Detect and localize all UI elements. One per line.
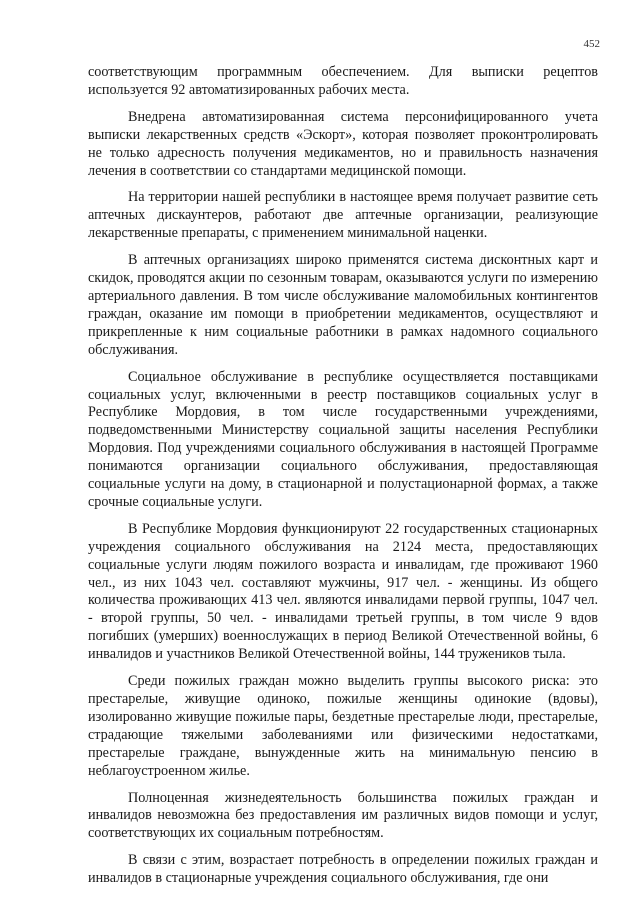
paragraph-7: Среди пожилых граждан можно выделить группы высокого риска: это престарелые, живущие одиноко, пожилые женщины одинокие (вдовы), изолированно живущие пожилые пары, бездетные престарелые люди, престарелые, страдающие тяжелыми заболеваниями или физическими недостатками, престарелые граждане, вынужденные жить на минимальную пенсию в неблагоустроенном жилье. <box>88 673 598 779</box>
paragraph-3: На территории нашей республики в настоящее время получает развитие сеть аптечных дискаунтеров, работают две аптечные организации, реализующие лекарственные препараты, с применением минимальной наценки. <box>88 189 598 242</box>
document-body <box>88 64 598 897</box>
paragraph-9: В связи с этим, возрастает потребность в определении пожилых граждан и инвалидов в стационарные учреждения социального обслуживания, где они <box>88 852 598 887</box>
paragraph-5: Социальное обслуживание в республике осуществляется поставщиками социальных услуг, включенными в реестр поставщиков социальных услуг в Республике Мордовия, в том числе государственными учреждениями, подведомственными Министерству социальной защиты населения Республики Мордовия. Под учреждениями социального обслуживания в настоящей Программе понимаются организации социального обслуживания, предоставляющая социальные услуги на дому, в стационарной и полустационарной формах, а также срочные социальные услуги. <box>88 368 598 510</box>
paragraph-4: В аптечных организациях широко применятся система дисконтных карт и скидок, проводятся акции по сезонным товарам, оказываются услуги по измерению артериального давления. В том числе обслуживание маломобильных контингентов граждан, оказание им помощи в приобретении медикаментов, осуществляют и прикрепленные к ним социальные работники в рамках надомного социального обслуживания. <box>88 252 598 358</box>
paragraph-8: Полноценная жизнедеятельность большинства пожилых граждан и инвалидов невозможна без предоставления им различных видов помощи и услуг, соответствующих их социальным потребностям. <box>88 789 598 842</box>
paragraph-2: Внедрена автоматизированная система персонифицированного учета выписки лекарственных средств «Эскорт», которая позволяет проконтролировать не только адресность получения медикаментов, но и правильность назначения лечения в соответствии со стандартами медицинской помощи. <box>88 108 598 179</box>
paragraph-1: соответствующим программным обеспечением. Для выписки рецептов используется 92 автоматизированных рабочих места. <box>88 64 598 98</box>
paragraph-6: В Республике Мордовия функционируют 22 государственных стационарных учреждения социального обслуживания на 2124 места, предоставляющих социальные услуги людям пожилого возраста и инвалидам, где проживают 1960 чел., из них 1043 чел. составляют мужчины, 917 чел. - женщины. Из общего количества проживающих 413 чел. являются инвалидами первой группы, 1047 чел. - второй группы, 50 чел. - инвалидами третьей группы, в том числе 9 вдов погибших (умерших) военнослужащих в период Великой Отечественной войны, 6 инвалидов и участников Великой Отечественной войны, 144 тружеников тыла. <box>88 520 598 663</box>
page-number: 452 <box>583 38 600 50</box>
